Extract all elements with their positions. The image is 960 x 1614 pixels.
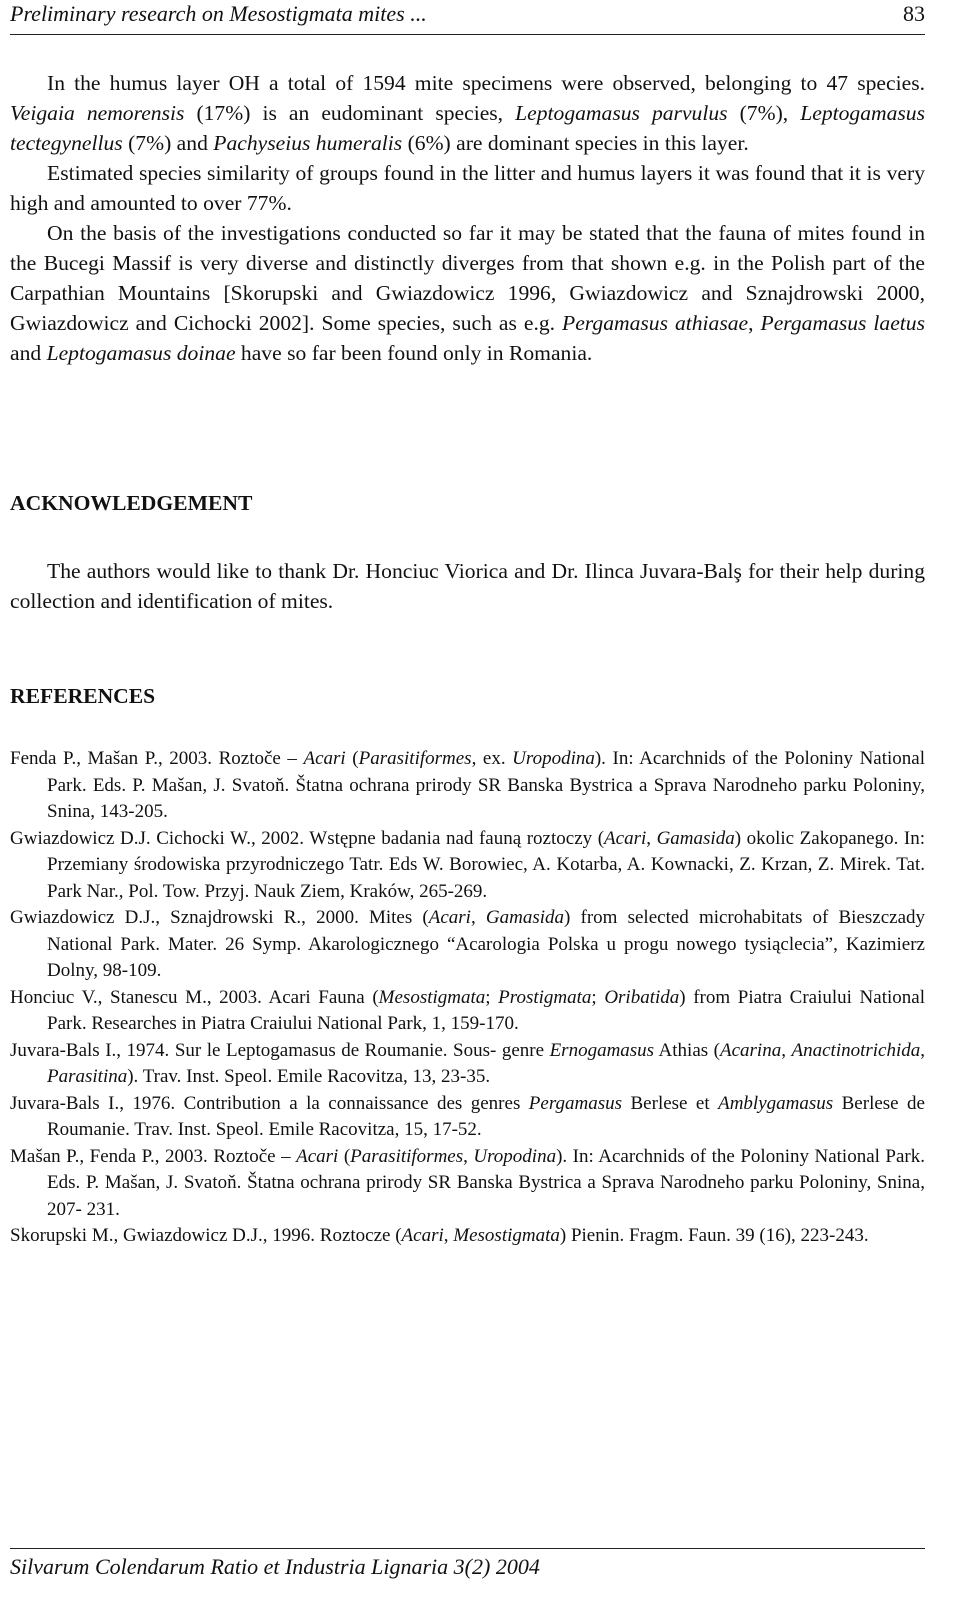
acknowledgement-section <box>10 556 925 616</box>
italic-run: Leptogamasus tectegynellus <box>10 101 925 155</box>
italic-run: Leptogamasus parvulus <box>515 101 728 125</box>
italic-run: Parasitina <box>47 1066 128 1087</box>
italic-run: Anactinotrichida <box>791 1039 921 1061</box>
italic-run: Veigaia nemorensis <box>10 101 185 125</box>
reference-item: Juvara-Bals I., 1976. Contribution a la connaissance des genres Pergamasus Berlese et Amblygamasus Berlese de Roumanie. Trav. Inst. Speol. Emile Racovitza, 15, 17-52. <box>10 1092 925 1140</box>
body-text <box>10 68 925 368</box>
paragraph-similarity: Estimated species similarity of groups found in the litter and humus layers it was found that it is very high and amounted to over 77%. <box>10 161 925 215</box>
running-head <box>10 0 925 35</box>
reference-item: Honciuc V., Stanescu M., 2003. Acari Fauna (Mesostigmata; Prostigmata; Oribatida) from Piatra Craiului National Park. Researches in Piatra Craiului National Park, 1, 159-170. <box>10 986 925 1034</box>
reference-list <box>10 746 925 1250</box>
italic-run: Acari <box>303 748 346 769</box>
references-heading: REFERENCES <box>10 684 156 708</box>
italic-run: Leptogamasus doinae <box>46 341 236 365</box>
italic-run: Acarina <box>720 1039 782 1061</box>
italic-run: Oribatida <box>604 986 680 1008</box>
italic-run: Uropodina <box>512 748 595 769</box>
reference-item: Mašan P., Fenda P., 2003. Roztoče – Acari (Parasitiformes, Uropodina). In: Acarchnids of the Poloniny National Park. Eds. P. Mašan, J. Svatoň. Štatna ochrana prirody SR Banska Bystrica a Sprava Narodneho parku Poloniny, Snina, 207- 231. <box>10 1145 926 1220</box>
italic-run: Parasitiformes <box>358 748 472 769</box>
italic-run: Mesostigmata <box>378 986 486 1008</box>
acknowledgement-heading: ACKNOWLEDGEMENT <box>10 491 253 515</box>
italic-run: Acari <box>401 1225 444 1246</box>
reference-item: Skorupski M., Gwiazdowicz D.J., 1996. Roztocze (Acari, Mesostigmata) Pienin. Fragm. Faun. 39 (16), 223-243. <box>10 1225 869 1246</box>
paragraph-humus-layer: In the humus layer OH a total of 1594 mite specimens were observed, belonging to 47 species. Veigaia nemorensis (17%) is an eudominant species, Leptogamasus parvulus (7%), Leptogamasus tectegynellus (7%) and Pachyseius humeralis (6%) are dominant species in this layer. <box>10 71 925 155</box>
italic-run: Ernogamasus <box>549 1039 655 1061</box>
journal-citation: Silvarum Colendarum Ratio et Industria Lignaria 3(2) 2004 <box>10 1554 540 1579</box>
italic-run: Amblygamasus <box>718 1092 834 1114</box>
italic-run: Mesostigmata <box>453 1225 560 1246</box>
italic-run: Prostigmata <box>498 986 592 1008</box>
italic-run: Pergamasus laetus <box>760 311 926 335</box>
italic-run: Acari <box>428 907 471 928</box>
running-title: Preliminary research on Mesostigmata mites ... <box>10 1 427 26</box>
page-number: 83 <box>903 1 925 26</box>
italic-run: Gamasida <box>656 827 735 849</box>
reference-item: Gwiazdowicz D.J., Sznajdrowski R., 2000. Mites (Acari, Gamasida) from selected microhabitats of Bieszczady National Park. Mater. 26 Symp. Akarologicznego “Acarologia Polska u progu nowego tysiąclecia”, Kazimierz Dolny, 98-109. <box>10 907 926 981</box>
italic-run: Parasitiformes <box>350 1145 464 1167</box>
italic-run: Pergamasus athiasae <box>562 311 749 335</box>
italic-run: Pergamasus <box>528 1092 623 1114</box>
reference-item: Juvara-Bals I., 1974. Sur le Leptogamasus de Roumanie. Sous- genre Ernogamasus Athias (Acarina, Anactinotrichida, Parasitina). Trav. Inst. Speol. Emile Racovitza, 13, 23-35. <box>10 1039 926 1087</box>
italic-run: Uropodina <box>473 1145 557 1167</box>
acknowledgement-text: The authors would like to thank Dr. Honciuc Viorica and Dr. Ilinca Juvara-Balş for their help during collection and identification of mites. <box>10 559 925 613</box>
reference-item: Fenda P., Mašan P., 2003. Roztoče – Acari (Parasitiformes, ex. Uropodina). In: Acarchnids of the Poloniny National Park. Eds. P. Mašan, J. Svatoň. Štatna ochrana prirody SR Banska Bystrica a Sprava Narodneho parku Poloniny, Snina, 143-205. <box>10 748 926 822</box>
paragraph-conclusions: On the basis of the investigations conducted so far it may be stated that the fauna of mites found in the Bucegi Massif is very diverse and distinctly diverges from that shown e.g. in the Polish part of the Carpathian Mountains [Skorupski and Gwiazdowicz 1996, Gwiazdowicz and Sznajdrowski 2000, Gwiazdowicz and Cichocki 2002]. Some species, such as e.g. Pergamasus athiasae, Pergamasus laetus and Leptogamasus doinae have so far been found only in Romania. <box>10 221 926 365</box>
italic-run: Pachyseius humeralis <box>213 131 403 155</box>
journal-footer <box>10 1548 925 1581</box>
italic-run: Acari <box>296 1145 339 1167</box>
italic-run: Gamasida <box>485 907 565 928</box>
reference-item: Gwiazdowicz D.J. Cichocki W., 2002. Wstępne badania nad fauną roztoczy (Acari, Gamasida) okolic Zakopanego. In: Przemiany środowiska przyrodniczego Tatr. Eds W. Borowiec, A. Kotarba, A. Kownacki, Z. Krzan, Z. Mirek. Tat. Park Nar., Pol. Tow. Przyj. Nauk Ziem, Kraków, 265-269. <box>10 827 925 902</box>
italic-run: Acari <box>604 827 647 849</box>
